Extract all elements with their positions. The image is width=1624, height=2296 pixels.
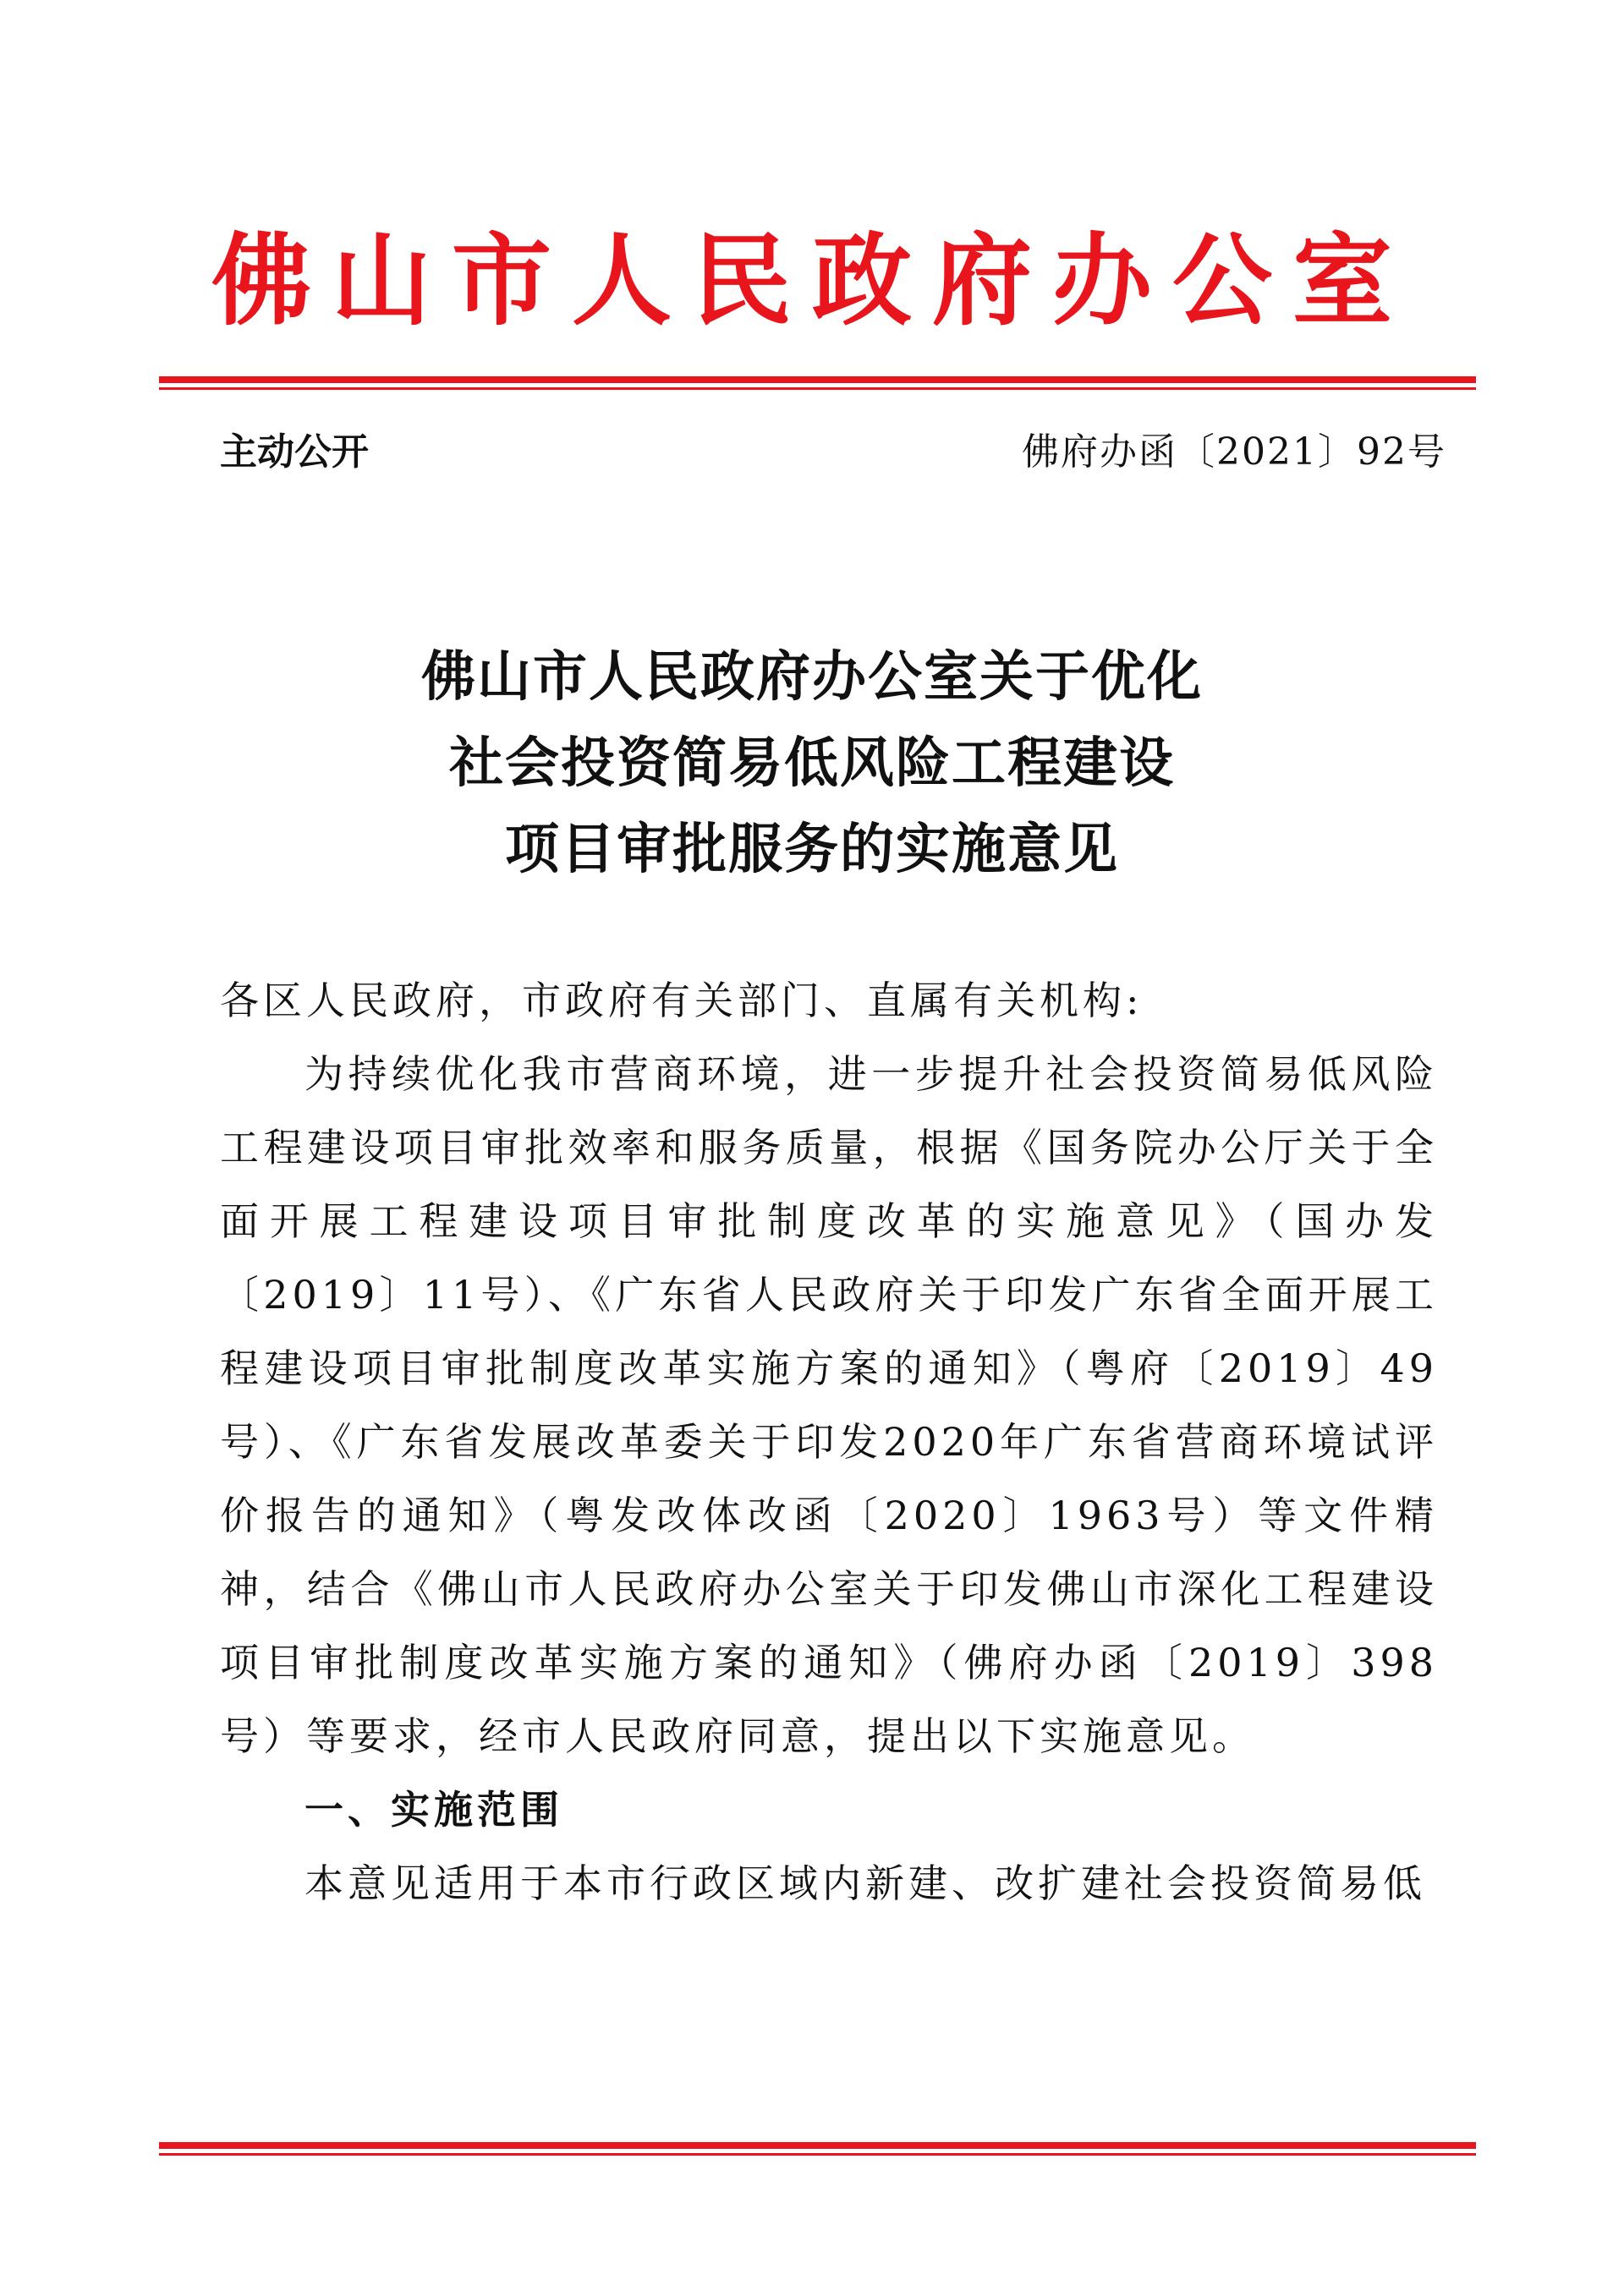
document-number: 佛府办函〔2021〕92号 bbox=[1022, 430, 1446, 474]
title-line: 佛山市人民政府办公室关于优化 bbox=[421, 646, 1203, 709]
section-heading: 一、实施范围 bbox=[304, 1787, 563, 1833]
document-meta bbox=[220, 427, 1446, 478]
header-red-rule bbox=[159, 376, 1476, 390]
disclosure-label: 主动公开 bbox=[220, 430, 369, 474]
issuer-masthead: 佛山市人民政府办公室 bbox=[211, 222, 1413, 339]
title-line: 项目审批服务的实施意见 bbox=[505, 819, 1119, 881]
footer-red-rule bbox=[159, 2142, 1476, 2156]
salutation: 各区人民政府，市政府有关部门、直属有关机构: bbox=[220, 978, 1144, 1023]
document-body bbox=[220, 964, 1438, 1921]
body-paragraph: 为持续优化我市营商环境，进一步提升社会投资简易低风险工程建设项目审批效率和服务质量，根据《国务院办公厅关于全面开展工程建设项目审批制度改革的实施意见》（国办发〔2019〕11号）、《广东省人民政府关于印发广东省全面开展工程建设项目审批制度改革实施方案的通知》（粤府〔2019〕49号）、《广东省发展改革委关于印发2020年广东省营商环境试评价报告的通知》（粤发改体改函〔2020〕1963号）等文件精神，结合《佛山市人民政府办公室关于印发佛山市深化工程建设项目审批制度改革实施方案的通知》（佛府办函〔2019〕398号）等要求，经市人民政府同意，提出以下实施意见。 bbox=[220, 1051, 1438, 1759]
section-paragraph: 本意见适用于本市行政区域内新建、改扩建社会投资简易低 bbox=[304, 1860, 1426, 1906]
document-title bbox=[0, 634, 1624, 893]
title-line: 社会投资简易低风险工程建设 bbox=[449, 732, 1175, 795]
